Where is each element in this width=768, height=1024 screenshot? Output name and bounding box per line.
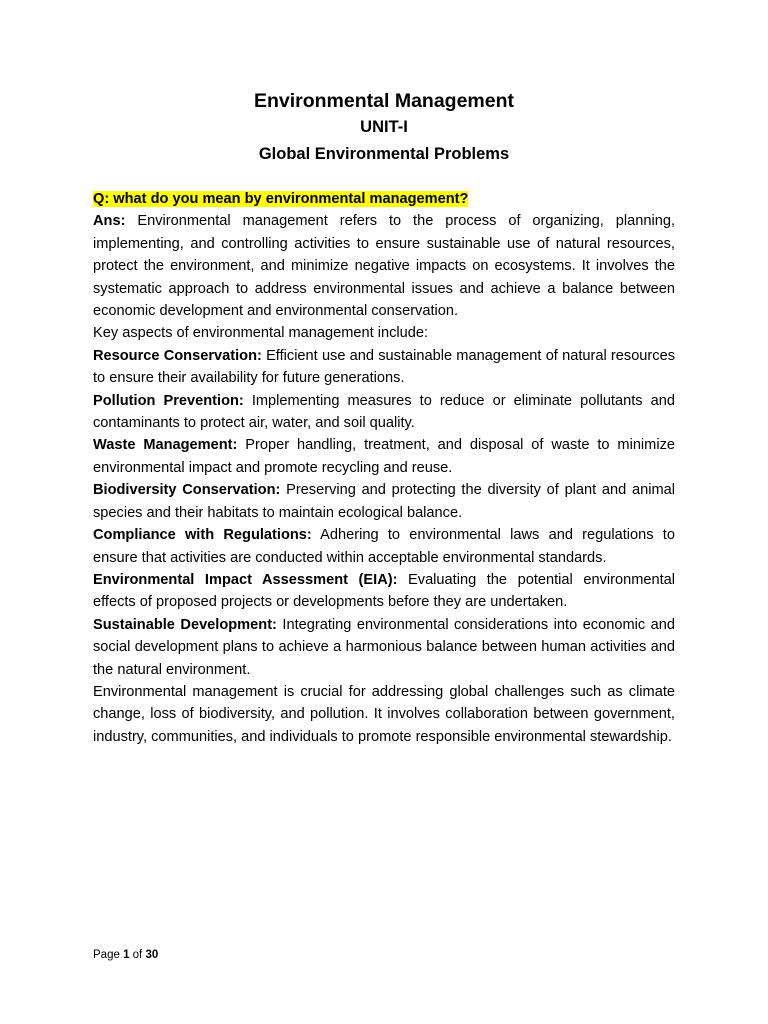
section-heading: Global Environmental Problems [258, 145, 510, 163]
page-separator: of [129, 949, 146, 961]
aspect-text: Implementing measures to reduce or eliminate pollutants and contaminants to protect air, water, and soil quality. [93, 392, 675, 432]
aspect-text: Efficient use and sustainable management of natural resources to ensure their availability for future generations. [93, 347, 675, 387]
conclusion-paragraph: Environmental management is crucial for addressing global challenges such as climate change, loss of biodiversity, and pollution. It involves collaboration between government, industry, communities, and individuals to promote responsible environmental stewardship. [93, 683, 675, 745]
document-title: Environmental Management [253, 90, 515, 112]
aspect-item [93, 479, 675, 524]
page-footer [93, 946, 158, 964]
aspect-item [93, 569, 675, 614]
aspect-text: Evaluating the potential environmental effects of proposed projects or developments before they are undertaken. [93, 571, 676, 611]
aspect-item [93, 614, 675, 681]
aspect-term: Environmental Impact Assessment (EIA): [93, 571, 398, 588]
question-paragraph [93, 188, 675, 210]
aspect-text: Integrating environmental considerations into economic and social development plans to achieve a harmonious balance between human activities and the natural environment. [93, 616, 675, 678]
answer-label: Ans: [93, 213, 126, 230]
aspect-term: Sustainable Development: [93, 616, 277, 633]
page-current: 1 [123, 949, 130, 961]
answer-paragraph [93, 210, 675, 322]
document-header [0, 88, 768, 168]
unit-heading: UNIT-I [360, 118, 408, 136]
aspect-item [93, 390, 675, 435]
aspect-term: Compliance with Regulations: [93, 527, 312, 544]
answer-text: Environmental management refers to the process of organizing, planning, implementing, and controlling activities to ensure sustainable use of natural resources, protect the environment, and minimize negative impacts on ecosystems. It involves the systematic approach to address environmental issues and achieve a balance between economic development and environmental conservation. [93, 213, 675, 320]
aspect-term: Biodiversity Conservation: [93, 482, 281, 499]
aspect-item [93, 434, 675, 479]
aspect-term: Pollution Prevention: [93, 392, 244, 409]
intro-paragraph: Key aspects of environmental management include: [93, 325, 429, 342]
aspect-term: Resource Conservation: [93, 347, 262, 364]
aspect-term: Waste Management: [93, 437, 238, 454]
aspect-item [93, 524, 675, 569]
page-total: 30 [145, 949, 159, 961]
page-prefix: Page [93, 949, 124, 961]
aspect-text: Adhering to environmental laws and regulations to ensure that activities are conducted within acceptable environmental standards. [93, 527, 675, 566]
aspect-item [93, 345, 675, 390]
question-text: Q: what do you mean by environmental management? [93, 191, 469, 207]
aspect-text: Preserving and protecting the diversity of plant and animal species and their habitats to maintain ecological balance. [93, 482, 675, 521]
aspect-text: Proper handling, treatment, and disposal of waste to minimize environmental impact and promote recycling and reuse. [93, 437, 675, 476]
document-body [93, 188, 675, 748]
